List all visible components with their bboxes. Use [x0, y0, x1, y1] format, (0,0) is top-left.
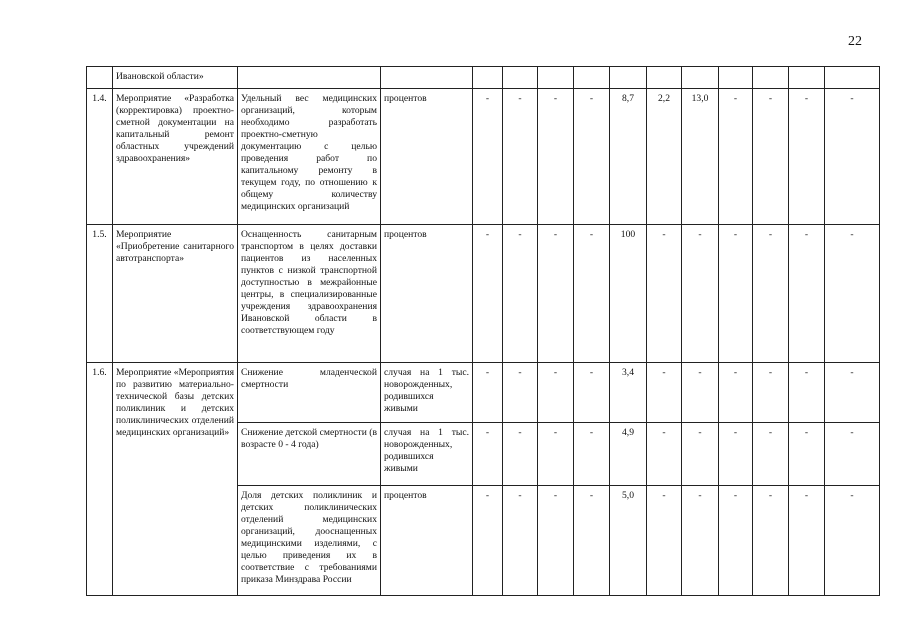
table-row [87, 67, 880, 89]
value-cell: - [473, 225, 503, 363]
value-cell: - [473, 89, 503, 225]
value-cell: - [538, 363, 574, 423]
value-cell: 5,0 [610, 486, 647, 596]
value-cell: - [574, 89, 610, 225]
value-cell: - [574, 423, 610, 486]
value-cell: - [719, 423, 753, 486]
unit-cell: случая на 1 тыс. новорожденных, родившихся живыми [381, 363, 473, 423]
event-cell: Мероприятие «Приобретение санитарного автотранспорта» [113, 225, 238, 363]
value-cell: 13,0 [682, 89, 719, 225]
value-cell: - [825, 486, 880, 596]
empty-cell [719, 67, 753, 89]
value-cell: - [538, 486, 574, 596]
value-cell: - [682, 363, 719, 423]
value-cell: - [503, 423, 538, 486]
empty-cell [574, 67, 610, 89]
value-cell: - [719, 225, 753, 363]
value-cell: - [719, 89, 753, 225]
value-cell: - [647, 225, 682, 363]
value-cell: - [538, 89, 574, 225]
value-cell: - [753, 486, 789, 596]
event-cell: Мероприятие «Мероприятия по развитию материально-технической базы детских поликлиник и детских поликлинических отделений медицинских организаций» [113, 363, 238, 596]
empty-cell [647, 67, 682, 89]
value-cell: - [647, 486, 682, 596]
empty-cell [610, 67, 647, 89]
indicator-cell: Оснащенность санитарным транспортом в целях доставки пациентов из населенных пунктов с низкой транспортной доступностью в межрайонные центры, в специализированные учреждения здравоохранения Ивановской области в соответствующем году [238, 225, 381, 363]
value-cell: - [647, 363, 682, 423]
value-cell: - [574, 486, 610, 596]
row-number: 1.4. [87, 89, 113, 225]
value-cell: - [682, 486, 719, 596]
empty-cell [825, 67, 880, 89]
value-cell: - [789, 89, 825, 225]
value-cell: - [789, 363, 825, 423]
empty-cell [238, 67, 381, 89]
empty-cell [753, 67, 789, 89]
row-number: 1.5. [87, 225, 113, 363]
unit-cell: процентов [381, 89, 473, 225]
value-cell: - [647, 423, 682, 486]
value-cell: - [753, 363, 789, 423]
value-cell: - [473, 423, 503, 486]
value-cell: - [789, 225, 825, 363]
empty-cell [789, 67, 825, 89]
unit-cell: случая на 1 тыс. новорожденных, родившихся живыми [381, 423, 473, 486]
value-cell: - [473, 486, 503, 596]
empty-cell [381, 67, 473, 89]
value-cell: 3,4 [610, 363, 647, 423]
indicator-cell: Доля детских поликлиник и детских поликлинических отделений медицинских организаций, дооснащенных медицинскими изделиями, с целью приведения их в соответствие с требованиями приказа Минздрава России [238, 486, 381, 596]
empty-cell [538, 67, 574, 89]
empty-cell [473, 67, 503, 89]
value-cell: - [574, 363, 610, 423]
value-cell: - [789, 486, 825, 596]
value-cell: 100 [610, 225, 647, 363]
value-cell: - [574, 225, 610, 363]
value-cell: - [825, 423, 880, 486]
value-cell: - [682, 423, 719, 486]
value-cell: - [503, 363, 538, 423]
value-cell: - [538, 423, 574, 486]
value-cell: 8,7 [610, 89, 647, 225]
indicators-table [86, 66, 880, 596]
table-row [87, 363, 880, 423]
event-cell: Ивановской области» [113, 67, 238, 89]
value-cell: - [753, 89, 789, 225]
value-cell: - [753, 423, 789, 486]
value-cell: 2,2 [647, 89, 682, 225]
value-cell: - [825, 363, 880, 423]
event-cell: Мероприятие «Разработка (корректировка) проектно-сметной документации на капитальный ремонт областных учреждений здравоохранения» [113, 89, 238, 225]
value-cell: - [719, 486, 753, 596]
value-cell: - [503, 89, 538, 225]
value-cell: - [503, 225, 538, 363]
value-cell: - [719, 363, 753, 423]
indicator-cell: Снижение младенческой смертности [238, 363, 381, 423]
table-row [87, 89, 880, 225]
value-cell: - [825, 225, 880, 363]
value-cell: - [753, 225, 789, 363]
page-number: 22 [848, 34, 862, 49]
value-cell: - [825, 89, 880, 225]
indicator-cell: Снижение детской смертности (в возрасте 0 - 4 года) [238, 423, 381, 486]
empty-cell [503, 67, 538, 89]
row-number: 1.6. [87, 363, 113, 596]
value-cell: - [503, 486, 538, 596]
empty-cell [87, 67, 113, 89]
value-cell: 4,9 [610, 423, 647, 486]
unit-cell: процентов [381, 486, 473, 596]
unit-cell: процентов [381, 225, 473, 363]
table-row [87, 225, 880, 363]
value-cell: - [473, 363, 503, 423]
value-cell: - [538, 225, 574, 363]
indicator-cell: Удельный вес медицинских организаций, которым необходимо разработать проектно-сметную документацию с целью проведения работ по капитальному ремонту в текущем году, по отношению к общему количеству медицинских организаций [238, 89, 381, 225]
value-cell: - [682, 225, 719, 363]
empty-cell [682, 67, 719, 89]
value-cell: - [789, 423, 825, 486]
